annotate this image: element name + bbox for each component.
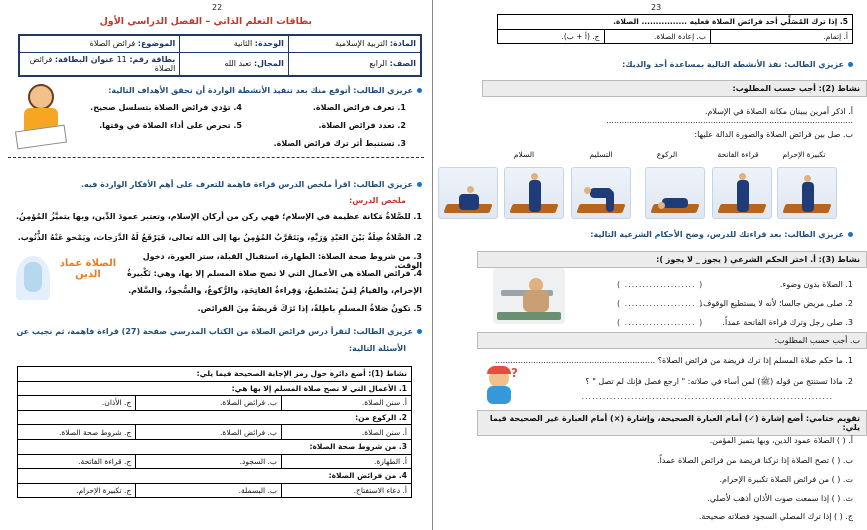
goal-2: 2. تعدد فرائض الصلاة. (318, 121, 406, 130)
act3-b1: 1. ما حكم صلاة المسلم إذا ترك فريضة من فرائض الصلاة؟ ............................................................... (495, 356, 853, 365)
page-number: 22 (212, 3, 223, 12)
final-item-4[interactable]: ث. ( ) إذا سمعت صوت الأذان أذهب لأصلي. (707, 494, 853, 503)
goal-1: 1. تعرف فرائض الصلاة. (312, 103, 406, 112)
student-reading-illustration (14, 80, 70, 154)
caption-sujood: التسليم (589, 150, 613, 159)
final-item-3[interactable]: ت. ( ) من فرائض الصلاة تكبيرة الإحرام. (719, 475, 853, 484)
q2-option-a[interactable]: أ. سنن الصلاة. (281, 425, 411, 440)
q5-text: 5. إذا ترك المُصَلِّي أحد فرائض الصلاة فعليه ................ الصلاة. (498, 15, 853, 30)
summary-item-1: 1. للصَّلاةُ مَكانة عظيمة في الإسلام؛ فهي ركن من أركان الإسلام، وتعتبر عمودَ الدِّين، وبها يتميَّزُ المُؤمِنُ. (16, 212, 422, 221)
prayer-card-sujood[interactable] (645, 167, 705, 219)
prayer-card-takbir[interactable] (777, 167, 837, 219)
goals-intro: عزيزي الطالب: أتوقع منك بعد تنفيذ الأنشطة الواردة أن تحقق الأهداف التالية: (92, 86, 422, 95)
field-value: تعبد الله (224, 59, 252, 68)
card-label: بطاقة رقم: (129, 54, 176, 64)
q4-text: 4. من فرائض الصلاة: (18, 469, 412, 484)
q5-option-c[interactable]: ج. (أ + ب). (498, 29, 605, 44)
topic-value: فرائض الصلاة (89, 39, 136, 49)
q2-text: 2. الركوع من: (18, 410, 412, 425)
q1-text: 1. الأعمال التي لا تصح صلاة المسلم إلا بها هي: (18, 381, 412, 396)
final-item-2[interactable]: ب. ( ) تصح الصلاة إذا تركنا فريضة من فرائض الصلاة عمداً. (657, 456, 853, 465)
activity-1-title: نشاط (1): أضع دائرة حول رمز الإجابة الصحيحة فيما يلي: (18, 367, 412, 382)
q1-option-b[interactable]: ب. فرائض الصلاة. (136, 396, 282, 411)
activity-2-b: ب. صل بين فرائض الصلاة والصورة الدالة عليها: (694, 130, 853, 139)
q4-option-a[interactable]: أ. دعاء الاستفتاح. (281, 483, 411, 498)
intro-2: عزيزي الطالب: نفذ الأنشطة التالية بمساعدة أحد والديك: (622, 60, 853, 69)
prayer-card-salam[interactable] (438, 167, 498, 219)
final-item-5[interactable]: ج. ( ) إذا ترك المصلي السجود فصلاته صحيحة. (698, 512, 853, 521)
final-assessment-title: تقويم ختامي: أضع إشارة (✓) أمام العبارة الصحيحة، وإشارة (×) أمام العبارة غير الصحيحة فيما يلي: (477, 410, 867, 436)
summary-item-2: 2. الصَّلاةُ صِلَةٌ بَيْنَ العَبْدِ وَرَبِّهِ، ويَتَقَرَّبُ المُؤمِنُ بها إلى الله تعالى، فَيَرْفَعُ لَهُ الدَّرَجات، ويَمْحو عَنْهُ الذُّنُوب. (17, 233, 422, 242)
act3-item-3: 3. صلى رجل وترك قراءة الفاتحة عمداً. (722, 318, 853, 327)
summary-intro: عزيزي الطالب: اقرأ ملخص الدرس قراءة فاهمة للتعرف على أهم الأفكار الواردة فيه. (7, 180, 422, 189)
prayer-logo: الصلاة عماد الدين (16, 252, 124, 302)
activity-2-title: نشاط (2): أجب حسب المطلوب: (482, 80, 867, 97)
card-title-label: عنوان البطاقة: (54, 54, 115, 64)
q3-text: 3. من شروط صحة الصلاة: (18, 439, 412, 454)
final-item-1[interactable]: أ. ( ) الصلاة عمود الدين، وبها يتميز المؤمن. (709, 436, 853, 445)
page-number: 23 (651, 3, 662, 12)
caption-salam: السلام (513, 150, 535, 159)
summary-item-4: 4. فرائض الصلاة هي الأعمال التي لا تصح صلاة المسلم إلا بها، وهي: تَكْبيرةُ (127, 269, 422, 278)
intro-3: عزيزي الطالب: بعد قراءتك للدرس، وضح الأحكام الشرعية التالية: (590, 230, 853, 239)
page-23: 23 5. إذا ترك المُصَلِّي أحد فرائض الصلاة فعليه ................ الصلاة. أ. إتمام. ب. إعادة الصلاة. ج. (أ + ب). عزيزي الطالب: نفذ الأنشطة التالية بمساعدة أحد والديك: نشاط (2): أجب حسب المطلوب: أ. اذكر أمرين يبينان مكانة الصلاة في الإسلام. ................................................................................................. ب. صل بين فرائض الصلاة والصورة الدالة عليها: تكبيرة الإحرام قراءة الفاتحة الركوع التسليم السلام عزيزي الطالب: بعد قراءتك للدرس، وضح الأحكام الشرعية التالية: نشاط (3): أ. اختر الحكم الشرعي ( يجوز _ لا يجوز ): 1. الصلاة بدون وضوء. 2. صلى مريض جالسا؛ لأنه لا يستطيع الوقوف. 3. صلى رجل وترك قراءة الفاتحة عمداً. ( .................... ) ( .................... ) ( .................... ) ب. أجب حسب المطلوب: 1. ما حكم صلاة المسلم إذا ترك فريضة من فرائض الصلاة؟ ............................................................... 2. ماذا تستنتج من قوله (ﷺ) لمن أساء في صلاته: " ارجع فصل فإنك لم تصل " ؟ ....................................................................... ? تقويم ختامي: أضع إشارة (✓) أمام العبارة الصحيحة، وإشارة (×) أمام العبارة غير الصحيحة فيما يلي: أ. ( ) الصلاة عمود الدين، وبها يتميز المؤمن. ب. ( ) تصح الصلاة إذا تركنا فريضة من فرائض الصلاة عمداً. ت. ( ) من فرائض الصلاة تكبيرة الإحرام. ث. ( ) إذا سمعت صوت الأذان أذهب لأصلي. ج. ( ) إذا ترك المصلي السجود فصلاته صحيحة. (433, 0, 867, 530)
caption-fatiha: قراءة الفاتحة (717, 150, 759, 159)
page-22 (0, 0, 433, 530)
prayer-card-rukoo[interactable] (571, 167, 631, 219)
q5-option-b[interactable]: ب. إعادة الصلاة. (604, 29, 711, 44)
q5-option-a[interactable]: أ. إتمام. (711, 29, 853, 44)
act3-b2: 2. ماذا تستنتج من قوله (ﷺ) لمن أساء في صلاته: " ارجع فصل فإنك لم تصل " ؟ (585, 377, 853, 386)
q3-option-c[interactable]: ج. قراءة الفاتحة. (18, 454, 136, 469)
page-title: بطاقات التعلم الذاتي – الفصل الدراسي الأول (99, 16, 312, 27)
lesson-info-table (18, 34, 422, 77)
act3-blank-1[interactable]: ( .................... ) (617, 280, 704, 289)
goal-3: 3. تستنبط أثر ترك فرائض الصلاة. (273, 139, 406, 148)
act3-blank-2[interactable]: ( .................... ) (617, 299, 704, 308)
summary-title: ملخص الدرس: (349, 196, 406, 205)
sitting-prayer-illustration (493, 268, 565, 324)
goal-5: 5. تحرص على أداء الصلاة في وقتها. (99, 121, 242, 130)
q3-option-b[interactable]: ب. السجود. (136, 454, 282, 469)
q3-option-a[interactable]: أ. الطهارة. (281, 454, 411, 469)
q1-option-a[interactable]: أ. سنن الصلاة. (281, 396, 411, 411)
prayer-card-fatiha[interactable] (712, 167, 772, 219)
activity-3-title: نشاط (3): أ. اختر الحكم الشرعي ( يجوز _ لا يجوز ): (477, 251, 867, 268)
q2-option-b[interactable]: ب. فرائض الصلاة. (136, 425, 282, 440)
summary-item-3: 3. من شروط صحة الصلاة: الطهارة، استقبال القبلة، ستر العورة، دخول الوقت. (142, 252, 422, 270)
goal-4: 4. تؤدي فرائض الصلاة بتسلسل صحيح. (90, 103, 242, 112)
unit-label: الوحدة: (254, 39, 284, 49)
card-value: 11 (116, 54, 127, 64)
act3-blank-3[interactable]: ( .................... ) (617, 318, 704, 327)
q2-option-c[interactable]: ج. شروط صحة الصلاة. (18, 425, 136, 440)
summary-item-5: 5. تكونُ صَلاةُ المسلمِ باطِلةً، إذا تَرَكَ فَريضَةً مِنَ الفرائض. (197, 304, 422, 313)
read-intro-2: الأسئلة التالية: (348, 344, 406, 353)
read-intro: عزيزي الطالب: لتقرأ درس فرائض الصلاة من الكتاب المدرسي صفحة (27) قراءة فاهمة، ثم نجيب عن (7, 327, 422, 336)
caption-rukoo: الركوع (656, 150, 678, 159)
divider (8, 157, 424, 158)
q4-option-c[interactable]: ج. تكبيرة الإحرام. (18, 483, 136, 498)
field-label: المجال: (253, 59, 284, 68)
activity-3-b: ب. أجب حسب المطلوب: (477, 332, 867, 349)
grade-label: الصف: (389, 59, 416, 68)
activity-1-table (17, 366, 412, 498)
act3-item-2: 2. صلى مريض جالسا؛ لأنه لا يستطيع الوقوف. (700, 299, 853, 308)
subject-value: التربية الإسلامية (335, 39, 388, 49)
activity-2-a: أ. اذكر أمرين يبينان مكانة الصلاة في الإسلام. ................................................................................................. (606, 107, 853, 125)
q4-option-b[interactable]: ب. البسملة. (136, 483, 282, 498)
subject-label: المادة: (389, 39, 416, 49)
act3-item-1: 1. الصلاة بدون وضوء. (779, 280, 853, 289)
topic-label: الموضوع: (137, 39, 176, 49)
thinking-boy-illustration: ? (481, 366, 521, 406)
q1-option-c[interactable]: ج. الأذان. (18, 396, 136, 411)
card-title-value: فرائض الصلاة (29, 54, 176, 73)
prayer-card-standing[interactable] (504, 167, 564, 219)
q5-table (497, 14, 853, 44)
grade-value: الرابع (369, 59, 388, 68)
caption-takbir: تكبيرة الإحرام (782, 150, 826, 159)
unit-value: الثانية (233, 39, 253, 49)
summary-item-4-cont: الإحرام، والقيامُ لِمَنْ يَسْتَطيعُ، وَقِراءةُ الفاتِحَةِ، والرُّكوعُ، والسُّجودُ، والسَّلام. (128, 286, 422, 295)
